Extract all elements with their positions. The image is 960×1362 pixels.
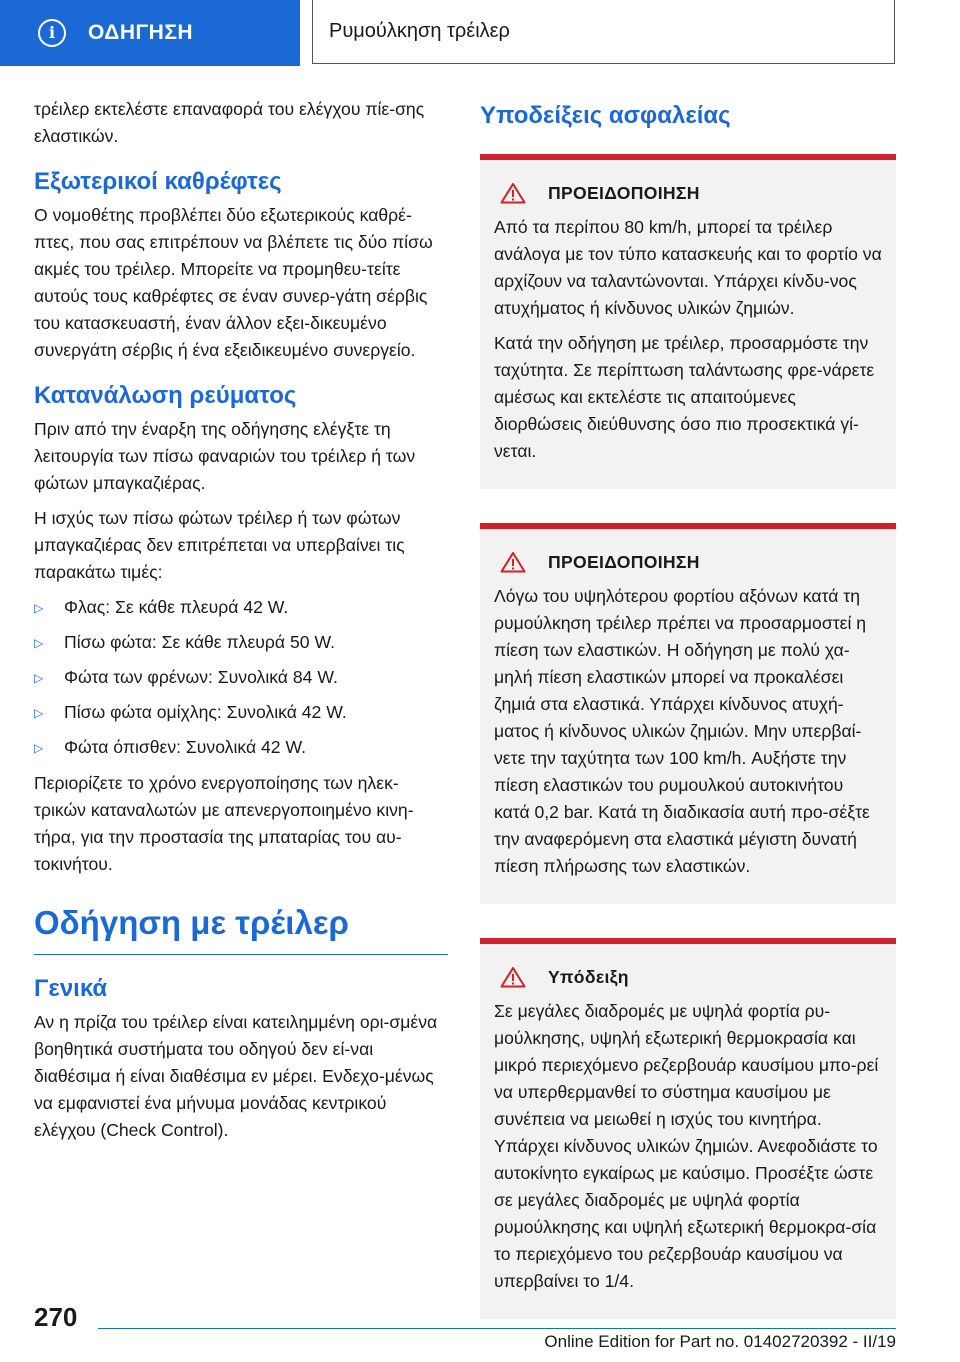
general-heading: Γενικά — [34, 975, 108, 1002]
left-column — [34, 96, 448, 1152]
section-tab-label: ΟΔΗΓΗΣΗ — [88, 21, 194, 44]
warning-triangle-icon — [500, 551, 526, 573]
warning-2-paragraph: Λόγω του υψηλότερου φορτίου αξόνων κατά τη ρυμούλκηση τρέιλερ πρέπει να προσαρμοστεί η πίεση των ελαστικών. Η οδήγηση με πολύ χα-μηλή πίεση ελαστικών μπορεί να προκαλέσει ζημιά στα ελαστικά. Υπάρχει κίνδυνος ατυχή-ματος ή κίνδυνος υλικών ζημιών. Μην υπερβαί-νετε την ταχύτητα των 100 km/h. Αυξήστε την πίεση ελαστικών του ρυμουλκού αυτοκινήτου κατά 0,2 bar. Κατά τη διαδικασία αυτή προ-σέξτε την αναφερόμενη στα ελαστικά μέγιστη δυνατή πίεση πλήρωσης των ελαστικών. — [494, 586, 870, 876]
page-header — [0, 0, 960, 66]
section-tab[interactable] — [0, 0, 300, 66]
mirrors-heading: Εξωτερικοί καθρέφτες — [34, 168, 282, 195]
power-paragraph-2: Η ισχύς των πίσω φώτων τρέιλερ ή των φώτων μπαγκαζιέρας δεν επιτρέπεται να υπερβαίνει τις παρακάτω τιμές: — [34, 508, 405, 582]
list-item — [34, 699, 448, 727]
warning-box-header — [494, 182, 882, 204]
note-box-header — [494, 966, 882, 988]
warning-box-2 — [480, 523, 896, 904]
general-paragraph: Αν η πρίζα του τρέιλερ είναι κατειλημμένη ορι-σμένα βοηθητικά συστήματα του οδηγού δεν εί-ναι διαθέσιμα ή είναι διαθέσιμα εν μέρει. Ενδεχο-μένως να εμφανιστεί ένα μήνυμα μονάδας κεντρικού ελέγχου (Check Control). — [34, 1012, 438, 1140]
warning-1-paragraph-2: Κατά την οδήγηση με τρέιλερ, προσαρμόστε την ταχύτητα. Σε περίπτωση ταλάντωσης φρε-νάρετε αμέσως και εκτελέστε τις απαιτούμενες διορθώσεις διεύθυνσης όσο πιο προσεκτικά γί-νεται. — [494, 333, 875, 461]
list-item — [34, 734, 448, 762]
info-circle-icon: i — [38, 19, 66, 47]
note-paragraph: Σε μεγάλες διαδρομές με υψηλά φορτία ρυ-μούλκησης, υψηλή εξωτερική θερμοκρασία και μικρό περιεχόμενο ρεζερβουάρ καυσίμου μπο-ρεί να υπερθερμανθεί το σύστημα καυσίμου με συνέπεια να μειωθεί η ισχύς του κινητήρα. Υπάρχει κίνδυνος υλικών ζημιών. Ανεφοδιάστε το αυτοκίνητο εγκαίρως με καύσιμο. Προσέξτε ώστε σε μεγάλες διαδρομές με υψηλά φορτία ρυμούλκησης και υψηλή εξωτερική θερμοκρα-σία το περιεχόμενο του ρεζερβουάρ καυσίμου να υπερβαίνει το 1/4. — [494, 1001, 879, 1291]
power-paragraph-3: Περιορίζετε το χρόνο ενεργοποίησης των ηλεκ-τρικών καταναλωτών με απενεργοποιημένο κινη-τήρα, για την προστασία της μπαταρίας του αυ-τοκινήτου. — [34, 773, 414, 874]
right-column — [480, 96, 896, 1353]
warning-1-paragraph-1: Από τα περίπου 80 km/h, μπορεί τα τρέιλερ ανάλογα με τον τύπο κατασκευής και το φορτίο να αρχίζουν να ταλαντώνονται. Υπάρχει κίνδυ-νος ατυχήματος ή κίνδυνος υλικών ζημιών. — [494, 217, 882, 318]
warning-title: ΠΡΟΕΙΔΟΠΟΙΗΣΗ — [548, 182, 700, 203]
page-footer — [0, 1290, 960, 1362]
footer-divider — [98, 1328, 896, 1329]
bullet-triangle-icon: ▷ — [34, 706, 44, 720]
safety-heading: Υποδείξεις ασφαλείας — [480, 102, 731, 129]
warning-box-1 — [480, 154, 896, 489]
bullet-triangle-icon: ▷ — [34, 671, 44, 685]
list-item-text: Πίσω φώτα ομίχλης: Συνολικά 42 W. — [64, 702, 347, 722]
list-item-text: Φώτα όπισθεν: Συνολικά 42 W. — [64, 737, 306, 757]
list-item-text: Πίσω φώτα: Σε κάθε πλευρά 50 W. — [64, 632, 335, 652]
warning-triangle-icon — [500, 182, 526, 204]
list-item — [34, 629, 448, 657]
driving-heading: Οδήγηση με τρέιλερ — [34, 904, 349, 941]
power-heading: Κατανάλωση ρεύματος — [34, 382, 297, 409]
intro-paragraph: τρέιλερ εκτελέστε επαναφορά του ελέγχου πίε-σης ελαστικών. — [34, 99, 425, 146]
list-item — [34, 664, 448, 692]
power-limits-list — [34, 594, 448, 762]
note-title: Υπόδειξη — [548, 966, 629, 987]
list-item-text: Φλας: Σε κάθε πλευρά 42 W. — [64, 597, 289, 617]
warning-box-header — [494, 551, 882, 573]
bullet-triangle-icon: ▷ — [34, 741, 44, 755]
section-divider — [34, 954, 448, 955]
mirrors-paragraph: Ο νομοθέτης προβλέπει δύο εξωτερικούς καθρέ-πτες, που σας επιτρέπουν να βλέπετε τις δύο πίσω ακμές του τρέιλερ. Μπορείτε να προμηθευ-τείτε αυτούς τους καθρέφτες σε έναν συνερ-γάτη σέρβις του κατασκευαστή, έναν άλλον εξει-δικευμένο συνεργάτη σέρβις ή ένα εξειδικευμένο συνεργείο. — [34, 205, 433, 360]
warning-title: ΠΡΟΕΙΔΟΠΟΙΗΣΗ — [548, 551, 700, 572]
note-box — [480, 938, 896, 1319]
bullet-triangle-icon: ▷ — [34, 601, 44, 615]
chapter-title: Ρυμούλκηση τρέιλερ — [312, 0, 895, 64]
page-number: 270 — [34, 1302, 78, 1332]
edition-note: Online Edition for Part no. 01402720392 - II/19 — [544, 1332, 896, 1351]
list-item — [34, 594, 448, 622]
power-paragraph-1: Πριν από την έναρξη της οδήγησης ελέγξτε τη λειτουργία των πίσω φαναριών του τρέιλερ ή των φώτων μπαγκαζιέρας. — [34, 419, 416, 493]
list-item-text: Φώτα των φρένων: Συνολικά 84 W. — [64, 667, 338, 687]
bullet-triangle-icon: ▷ — [34, 636, 44, 650]
warning-triangle-icon — [500, 966, 526, 988]
